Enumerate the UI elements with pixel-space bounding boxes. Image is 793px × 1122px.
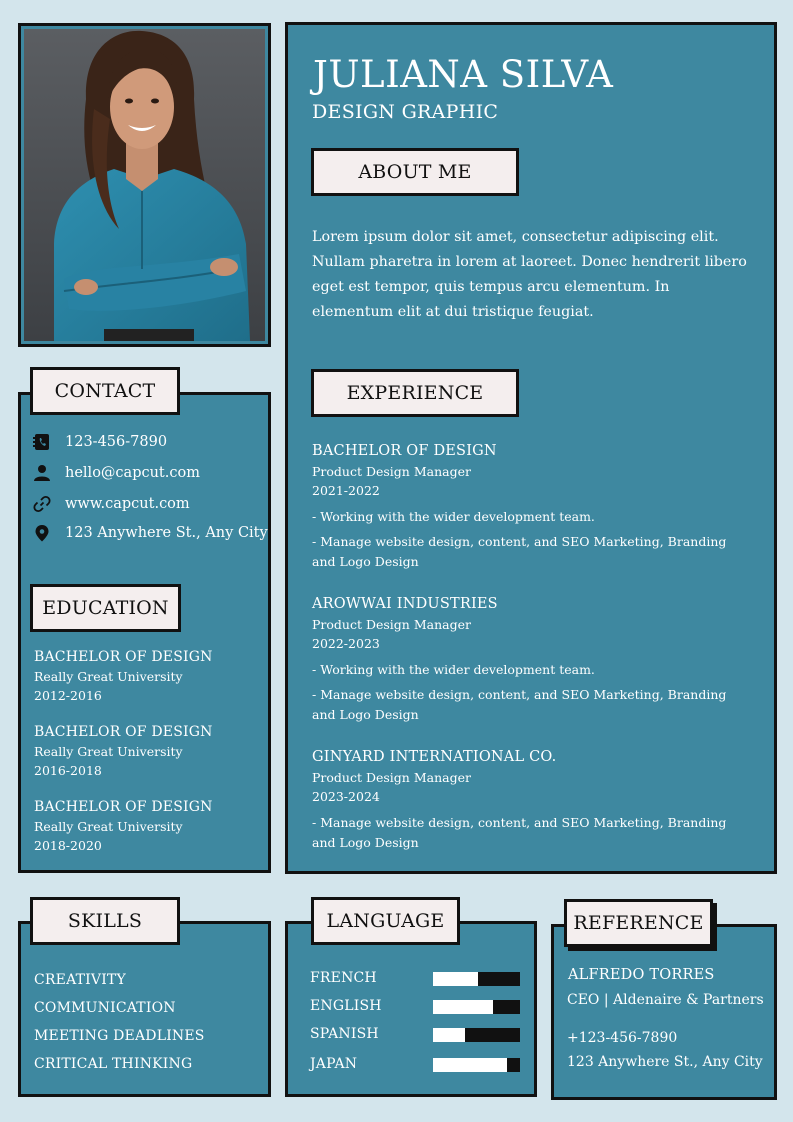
user-icon <box>33 464 51 482</box>
about-heading: ABOUT ME <box>311 148 519 196</box>
portrait-image <box>24 29 265 341</box>
language-row <box>310 1056 525 1074</box>
contact-email-text: hello@capcut.com <box>65 465 200 481</box>
experience-company: GINYARD INTERNATIONAL CO. <box>312 749 557 765</box>
skills-panel <box>18 921 271 1097</box>
language-level-bar <box>433 1028 520 1042</box>
reference-panel <box>551 924 777 1100</box>
education-item <box>34 799 213 855</box>
language-level-fill <box>433 1000 493 1014</box>
language-name: FRENCH <box>310 970 377 986</box>
experience-role: Product Design Manager <box>312 770 471 785</box>
experience-bullets <box>312 507 752 572</box>
contact-phone-text: 123-456-7890 <box>65 434 168 450</box>
language-level-bar <box>433 972 520 986</box>
about-text: Lorem ipsum dolor sit amet, consectetur adipiscing elit. Nullam pharetra in lorem at laoreet. Donec hendrerit libero eget est tempor, quis tempus arcu elementum. In elementum elit at dui tristique feugiat. <box>312 229 747 320</box>
language-heading: LANGUAGE <box>311 897 460 945</box>
skill-item: CREATIVITY <box>34 972 126 988</box>
contact-website <box>33 495 190 513</box>
contact-address <box>33 524 268 542</box>
contact-education-panel <box>18 392 271 873</box>
skill-item: MEETING DEADLINES <box>34 1028 205 1044</box>
contact-address-text: 123 Anywhere St., Any City <box>65 525 268 541</box>
language-level-fill <box>433 1028 465 1042</box>
skill-item: CRITICAL THINKING <box>34 1056 193 1072</box>
language-row <box>310 998 525 1016</box>
experience-bullet: - Manage website design, content, and SEO Marketing, Branding and Logo Design <box>312 687 727 722</box>
reference-heading: REFERENCE <box>564 899 713 947</box>
education-years: 2018-2020 <box>34 838 102 853</box>
language-row <box>310 1026 525 1044</box>
education-school: Really Great University <box>34 669 183 684</box>
language-row <box>310 970 525 988</box>
education-degree: BACHELOR OF DESIGN <box>34 649 213 665</box>
experience-bullet: - Manage website design, content, and SEO Marketing, Branding and Logo Design <box>312 815 727 850</box>
experience-years: 2022-2023 <box>312 636 380 651</box>
profile-name: JULIANA SILVA <box>313 53 614 96</box>
skills-heading: SKILLS <box>30 897 180 945</box>
experience-item <box>312 596 752 730</box>
language-level-fill <box>433 972 478 986</box>
language-level-bar <box>433 1000 520 1014</box>
experience-company: AROWWAI INDUSTRIES <box>312 596 498 612</box>
experience-bullet: - Manage website design, content, and SEO Marketing, Branding and Logo Design <box>312 534 727 569</box>
experience-role: Product Design Manager <box>312 464 471 479</box>
education-item <box>34 724 213 780</box>
education-school: Really Great University <box>34 819 183 834</box>
experience-company: BACHELOR OF DESIGN <box>312 443 497 459</box>
language-name: JAPAN <box>310 1056 358 1072</box>
language-level-bar <box>433 1058 520 1072</box>
experience-role: Product Design Manager <box>312 617 471 632</box>
location-pin-icon <box>33 524 51 542</box>
reference-role: CEO | Aldenaire & Partners <box>567 992 764 1008</box>
contact-website-text: www.capcut.com <box>65 496 190 512</box>
education-heading: EDUCATION <box>30 584 181 632</box>
education-item <box>34 649 213 705</box>
profile-title: DESIGN GRAPHIC <box>312 101 499 123</box>
reference-name: ALFREDO TORRES <box>568 967 715 983</box>
experience-bullet: - Working with the wider development team. <box>312 662 595 677</box>
language-name: SPANISH <box>310 1026 379 1042</box>
education-years: 2012-2016 <box>34 688 102 703</box>
phone-book-icon <box>33 433 51 451</box>
experience-bullets <box>312 660 752 725</box>
education-degree: BACHELOR OF DESIGN <box>34 799 213 815</box>
profile-photo <box>18 23 271 347</box>
experience-item <box>312 443 752 577</box>
experience-bullet: - Working with the wider development team. <box>312 509 595 524</box>
experience-years: 2021-2022 <box>312 483 380 498</box>
contact-phone <box>33 433 167 451</box>
language-panel <box>285 921 537 1097</box>
language-name: ENGLISH <box>310 998 382 1014</box>
skill-item: COMMUNICATION <box>34 1000 176 1016</box>
main-panel <box>285 22 777 874</box>
experience-bullets <box>312 813 752 853</box>
education-years: 2016-2018 <box>34 763 102 778</box>
contact-email <box>33 464 200 482</box>
education-degree: BACHELOR OF DESIGN <box>34 724 213 740</box>
education-school: Really Great University <box>34 744 183 759</box>
experience-heading: EXPERIENCE <box>311 369 519 417</box>
link-icon <box>33 495 51 513</box>
experience-item <box>312 749 752 858</box>
contact-heading: CONTACT <box>30 367 180 415</box>
experience-years: 2023-2024 <box>312 789 380 804</box>
reference-phone: +123-456-7890 <box>567 1030 678 1046</box>
language-level-fill <box>433 1058 507 1072</box>
reference-address: 123 Anywhere St., Any City <box>567 1054 763 1070</box>
